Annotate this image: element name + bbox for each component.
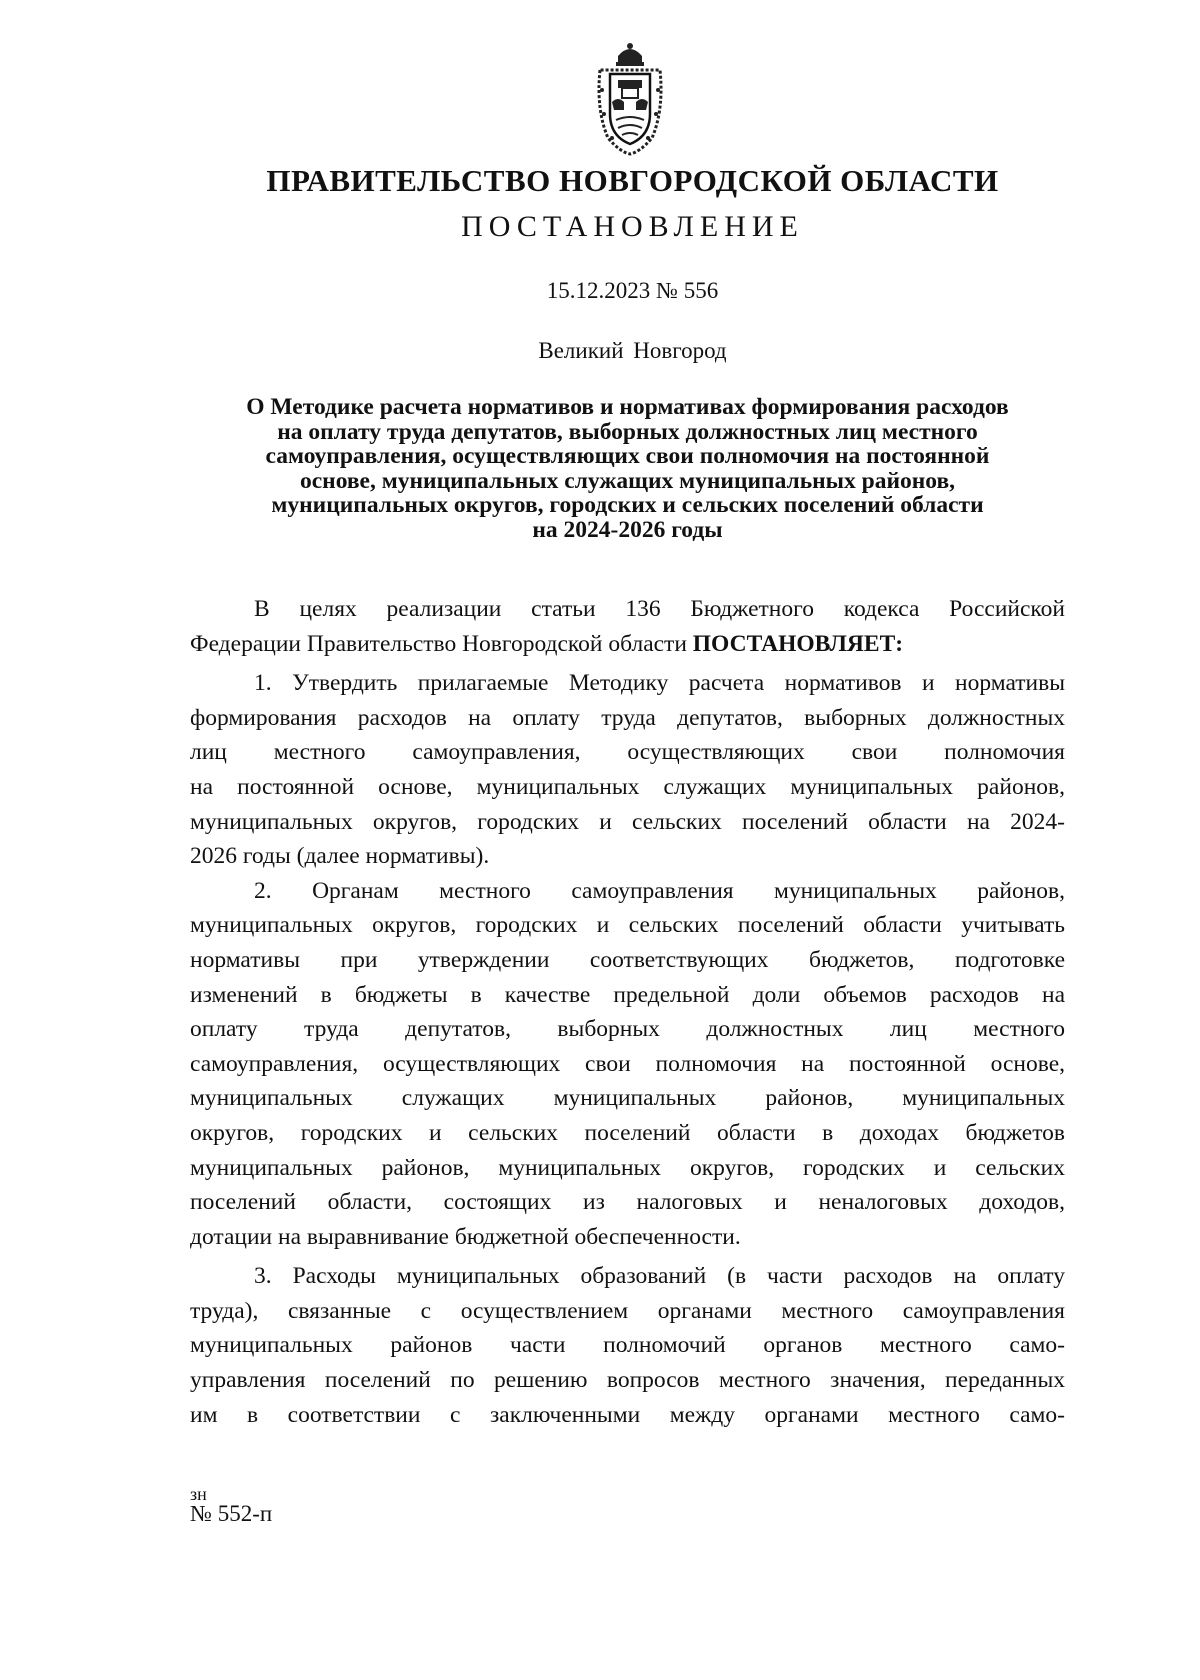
footer-code: зн	[190, 1484, 207, 1504]
heading-line: на оплату труда депутатов, выборных должностных лиц местного	[277, 418, 978, 445]
heading-line: О Методике расчета нормативов и нормативах формирования расходов	[246, 394, 1009, 420]
novgorod-coat-of-arms-icon	[592, 40, 668, 158]
body-line: лиц местного самоуправления, осуществляющих свои полномочия	[190, 739, 1065, 766]
decree-word: ПОСТАНОВЛЯЕТ:	[692, 630, 904, 657]
heading-line: основе, муниципальных служащих муниципальных районов,	[299, 467, 956, 494]
body-line: оплату труда депутатов, выборных должностных лиц местного	[190, 1016, 1065, 1043]
body-line: округов, городских и сельских поселений области в доходах бюджетов	[190, 1119, 1065, 1146]
document-type: ПОСТАНОВЛЕНИЕ	[461, 210, 804, 243]
document-body	[190, 592, 1065, 1432]
document-heading	[190, 395, 1065, 542]
body-line: 2026 годы (далее нормативы).	[190, 843, 490, 870]
body-line: 3. Расходы муниципальных образований (в части расходов на оплату	[254, 1263, 1065, 1290]
body-line: дотации на выравнивание бюджетной обеспеченности.	[190, 1223, 741, 1250]
item-2-paragraph	[190, 874, 1065, 1255]
body-line: муниципальных округов, городских и сельских поселений области учитывать	[190, 912, 1065, 939]
body-line: В целях реализации статьи 136 Бюджетного кодекса Российской	[254, 596, 1065, 622]
body-line: самоуправления, осуществляющих свои полномочия на постоянной основе,	[190, 1050, 1065, 1077]
body-line: управления поселений по решению вопросов местного значения, переданных	[190, 1367, 1065, 1394]
body-line: 2. Органам местного самоуправления муниципальных районов,	[254, 877, 1065, 904]
heading-line: на 2024-2026 годы	[532, 516, 723, 543]
body-line: формирования расходов на оплату труда депутатов, выборных должностных	[190, 704, 1065, 731]
body-line: изменений в бюджеты в качестве предельной доли объемов расходов на	[190, 981, 1065, 1008]
body-line: нормативы при утверждении соответствующих бюджетов, подготовке	[190, 946, 1065, 973]
item-3-paragraph	[190, 1259, 1065, 1432]
government-title: ПРАВИТЕЛЬСТВО НОВГОРОДСКОЙ ОБЛАСТИ	[266, 163, 999, 198]
body-line: поселений области, состоящих из налоговых и неналоговых доходов,	[190, 1189, 1065, 1216]
body-line: 1. Утвердить прилагаемые Методику расчета нормативов и нормативы	[254, 670, 1065, 697]
body-line: муниципальных районов части полномочий органов местного само-	[190, 1332, 1065, 1359]
document-date-number: 15.12.2023 № 556	[546, 278, 719, 303]
body-line-text: Федерации Правительство Новгородской области	[190, 630, 687, 657]
heading-line: муниципальных округов, городских и сельских поселений области	[271, 492, 984, 518]
document-city: Великий Новгород	[538, 338, 727, 363]
body-line: муниципальных округов, городских и сельских поселений области на 2024-	[190, 808, 1065, 835]
footer-number: № 552-п	[190, 1501, 273, 1526]
body-line	[190, 627, 1065, 662]
body-line: им в соответствии с заключенными между органами местного само-	[190, 1401, 1065, 1428]
item-1-paragraph	[190, 666, 1065, 874]
document-footer	[190, 1484, 273, 1526]
preamble-paragraph	[190, 592, 1065, 661]
body-line: труда), связанные с осуществлением органами местного самоуправления	[190, 1297, 1065, 1324]
body-line: муниципальных служащих муниципальных районов, муниципальных	[190, 1085, 1065, 1112]
heading-line: самоуправления, осуществляющих свои полномочия на постоянной	[265, 443, 990, 469]
body-line: на постоянной основе, муниципальных служащих муниципальных районов,	[190, 773, 1065, 800]
body-line: муниципальных районов, муниципальных округов, городских и сельских	[190, 1154, 1065, 1181]
